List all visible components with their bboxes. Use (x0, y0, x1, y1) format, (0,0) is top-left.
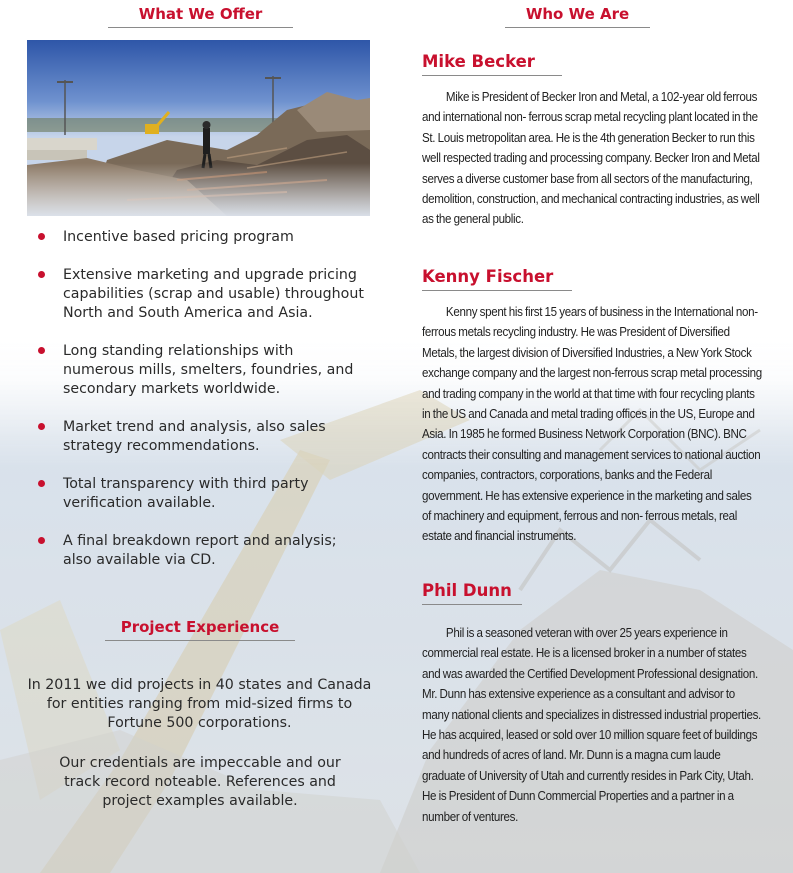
list-item: Market trend and analysis, also sales strategy recommendations. (38, 418, 368, 456)
bullet-icon (38, 271, 45, 278)
project-paragraph: Our credentials are impeccable and our track record noteable. References and project examples available. (59, 755, 341, 809)
what-we-offer-heading: What We Offer (108, 5, 293, 23)
bio-mike-becker: Mike is President of Becker Iron and Metal, a 102-year old ferrous and international non- ferrous scrap metal recycling plant located in the St. Louis metropolitan area. He is the 4th generation Becker to run this well respected trading and processing company. Becker Iron and Metal serves a diverse customer base from all sectors of the manufacturing, demolition, construction, and mechanical contracting industries, as well as the general public. (422, 90, 760, 227)
bio-kenny-fischer: Kenny spent his first 15 years of business in the International non-ferrous metals recycling industry. He was President of Diversified Metals, the largest division of Diversified Industries, a New York Stock exchange company and the largest non-ferrous scrap metal processing and trading company in the world at that time with four recycling plants in the US and Canada and metal trading offices in the US, Europe and Asia. In 1985 he formed Business Network Corporation (BNC). BNC contracts their consulting and management services to national auction companies, contractors, corporations, banks and the Federal government. He has extensive experience in the marketing and sales of machinery and equipment, ferrous and non- ferrous metals, real estate and financial instruments. (422, 305, 762, 544)
name-rule (422, 75, 562, 76)
list-item: Total transparency with third party verification available. (38, 475, 368, 513)
name-rule (422, 604, 522, 605)
list-item: A final breakdown report and analysis; also available via CD. (38, 532, 368, 570)
list-item: Extensive marketing and upgrade pricing capabilities (scrap and usable) throughout North and South America and Asia. (38, 266, 368, 323)
bio-phil-dunn: Phil is a seasoned veteran with over 25 years experience in commercial real estate. He is a licensed broker in a number of states and was awarded the Certified Development Professional designation. Mr. Dunn has extensive experience as a consultant and advisor to many national clients and specializes in distressed industrial properties. He has acquired, leased or sold over 10 million square feet of buildings and hundreds of acres of land. Mr. Dunn is a magna cum laude graduate of University of Utah and currently resides in Park City, Utah. He is President of Dunn Commercial Properties and a partner in a number of ventures. (422, 626, 761, 824)
list-item: Long standing relationships with numerous mills, smelters, foundries, and secondary markets worldwide. (38, 342, 368, 399)
bullet-icon (38, 233, 45, 240)
who-we-are-heading: Who We Are (505, 5, 650, 23)
bullet-icon (38, 347, 45, 354)
person-name-kenny-fischer: Kenny Fischer (422, 267, 553, 286)
heading-rule (108, 27, 293, 28)
project-experience-heading: Project Experience (105, 618, 295, 636)
scrapyard-photo (27, 40, 370, 216)
project-paragraph: In 2011 we did projects in 40 states and Canada for entities ranging from mid-sized firms to Fortune 500 corporations. (27, 677, 372, 731)
bullet-icon (38, 480, 45, 487)
bullet-icon (38, 423, 45, 430)
person-name-mike-becker: Mike Becker (422, 52, 535, 71)
offer-bullet-list (38, 228, 368, 570)
heading-rule (105, 640, 295, 641)
list-item: Incentive based pricing program (38, 228, 368, 247)
person-name-phil-dunn: Phil Dunn (422, 581, 512, 600)
bullet-icon (38, 537, 45, 544)
heading-rule (505, 27, 650, 28)
name-rule (422, 290, 572, 291)
